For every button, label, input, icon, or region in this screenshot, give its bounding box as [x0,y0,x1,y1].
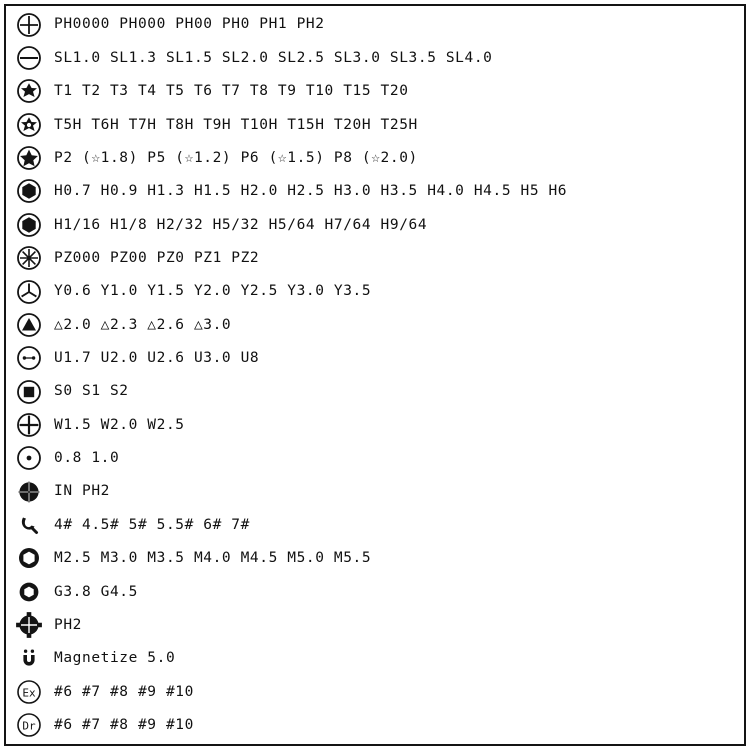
row-label: H0.7 H0.9 H1.3 H1.5 H2.0 H2.5 H3.0 H3.5 H4.0 H4.5 H5 H6 [54,183,568,200]
chart-row [10,275,740,308]
row-label: IN PH2 [54,483,110,500]
torx-star-circle-icon [14,76,44,106]
dot-circle-icon [14,443,44,473]
phillips-bold-solid-icon [14,610,44,640]
row-label: #6 #7 #8 #9 #10 [54,683,194,700]
chart-row [10,375,740,408]
socket-hex-outline-icon [14,543,44,573]
phillips-cross-circle-icon [14,10,44,40]
chart-row [10,175,740,208]
triangle-filled-circle-icon [14,310,44,340]
cross-slot-circle-icon [14,410,44,440]
chart-row [10,608,740,641]
chart-row [10,8,740,41]
chart-row [10,75,740,108]
row-label: M2.5 M3.0 M3.5 M4.0 M4.5 M5.0 M5.5 [54,550,372,567]
torx-security-star-circle-icon [14,110,44,140]
row-label: 0.8 1.0 [54,450,120,467]
tri-wing-y-circle-icon [14,277,44,307]
row-label: T1 T2 T3 T4 T5 T6 T7 T8 T9 T10 T15 T20 [54,83,409,100]
row-label: PH2 [54,616,82,633]
pentalobe-star-filled-circle-icon [14,143,44,173]
row-label: PZ000 PZ00 PZ0 PZ1 PZ2 [54,249,260,266]
square-filled-circle-icon [14,377,44,407]
chart-row [10,141,740,174]
svg-text:Dr: Dr [22,719,36,733]
phillips-solid-round-icon [14,477,44,507]
chart-row [10,308,740,341]
row-label: W1.5 W2.0 W2.5 [54,416,185,433]
driver-handle-circle-icon [14,710,44,740]
row-label: G3.8 G4.5 [54,583,138,600]
row-label: U1.7 U2.0 U2.6 U3.0 U8 [54,350,260,367]
hex-imperial-filled-circle-icon [14,210,44,240]
socket-hex-small-outline-icon [14,577,44,607]
svg-text:Ex: Ex [22,686,36,700]
chart-row [10,642,740,675]
chart-row [10,442,740,475]
hook-spanner-icon [14,510,44,540]
chart-row [10,575,740,608]
chart-row [10,208,740,241]
chart-row [10,342,740,375]
chart-row [10,41,740,74]
row-label: #6 #7 #8 #9 #10 [54,716,194,733]
chart-row [10,508,740,541]
row-label: △2.0 △2.3 △2.6 △3.0 [54,316,232,333]
chart-row [10,475,740,508]
row-label: Magnetize 5.0 [54,650,176,667]
row-label: 4# 4.5# 5# 5.5# 6# 7# [54,516,250,533]
u-spanner-circle-icon [14,343,44,373]
chart-row [10,542,740,575]
row-label: P2 (☆1.8) P5 (☆1.2) P6 (☆1.5) P8 (☆2.0) [54,149,418,166]
row-label: H1/16 H1/8 H2/32 H5/32 H5/64 H7/64 H9/64 [54,216,428,233]
pozidriv-circle-icon [14,243,44,273]
chart-row [10,108,740,141]
chart-row [10,242,740,275]
extension-bar-circle-icon [14,677,44,707]
hex-filled-circle-icon [14,176,44,206]
row-label: S0 S1 S2 [54,383,129,400]
row-label: PH0000 PH000 PH00 PH0 PH1 PH2 [54,16,325,33]
slotted-flat-circle-icon [14,43,44,73]
magnetizer-u-icon [14,644,44,674]
row-label: T5H T6H T7H T8H T9H T10H T15H T20H T25H [54,116,418,133]
chart-row [10,709,740,742]
chart-rows [10,8,740,742]
chart-row [10,408,740,441]
chart-row [10,675,740,708]
row-label: SL1.0 SL1.3 SL1.5 SL2.0 SL2.5 SL3.0 SL3.5 SL4.0 [54,49,493,66]
row-label: Y0.6 Y1.0 Y1.5 Y2.0 Y2.5 Y3.0 Y3.5 [54,283,372,300]
